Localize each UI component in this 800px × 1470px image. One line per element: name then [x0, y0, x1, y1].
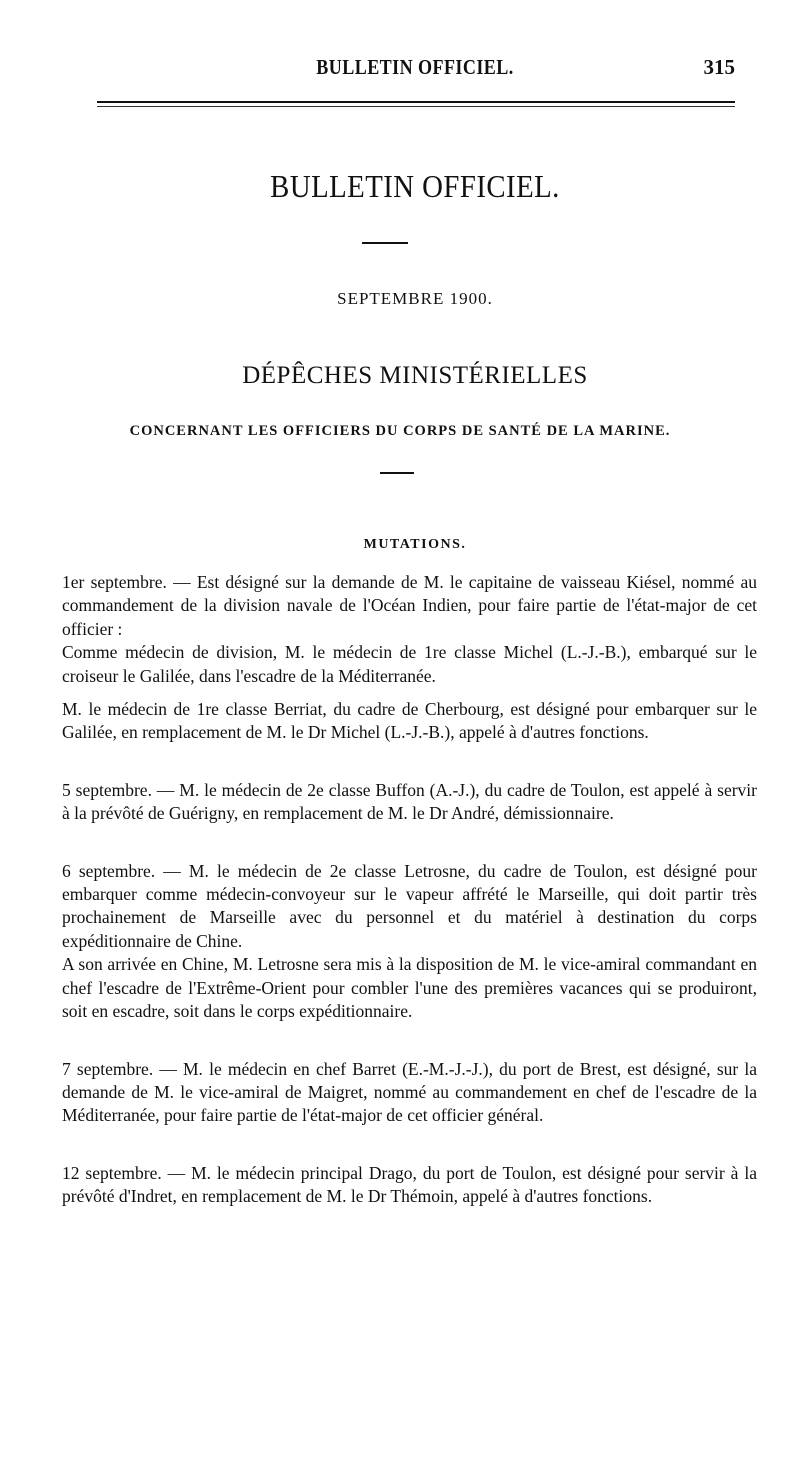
paragraph-8: 12 septembre. — M. le médecin principal Drago, du port de Toulon, est désigné pour servir à la prévôté d'Indret, en remplacement de M. le Dr Thémoin, appelé à d'autres fonctions.	[62, 1162, 757, 1207]
paragraph-6: A son arrivée en Chine, M. Letrosne sera mis à la disposition de M. le vice-amiral commandant en chef l'escadre de l'Extrême-Orient pour combler l'une des premières vacances qui se produiront, soit en escadre, soit dans le corps expéditionnaire.	[62, 954, 757, 1022]
paragraph-2: Comme médecin de division, M. le médecin de 1re classe Michel (L.-J.-B.), embarqué sur le croiseur le Galilée, dans l'escadre de la Méditerranée.	[62, 642, 757, 686]
date-heading: SEPTEMBRE 1900.	[337, 289, 493, 308]
page-number: 315	[703, 55, 735, 79]
body-text	[62, 571, 757, 1209]
header-rule-thin	[97, 106, 735, 107]
paragraph-3: M. le médecin de 1re classe Berriat, du cadre de Cherbourg, est désigné pour embarquer sur le Galilée, en remplacement de M. le Dr Michel (L.-J.-B.), appelé à d'autres fonctions.	[62, 699, 757, 743]
title-divider	[362, 242, 408, 244]
paragraph-5: 6 septembre. — M. le médecin de 2e classe Letrosne, du cadre de Toulon, est désigné pour embarquer comme médecin-convoyeur sur le vapeur affrété le Marseille, qui doit partir très prochainement de Marseille avec du personnel et du matériel à destination du corps expéditionnaire de Chine.	[62, 860, 757, 951]
page-title: BULLETIN OFFICIEL.	[270, 168, 560, 204]
running-title: BULLETIN OFFICIEL.	[316, 55, 514, 79]
section-title: DÉPÊCHES MINISTÉRIELLES	[242, 362, 588, 389]
subsection-heading: MUTATIONS.	[363, 537, 467, 552]
paragraph-4: 5 septembre. — M. le médecin de 2e classe Buffon (A.-J.), du cadre de Toulon, est appelé à servir à la prévôté de Guérigny, en remplacement de M. le Dr André, démissionnaire.	[62, 779, 757, 824]
paragraph-1: 1er septembre. — Est désigné sur la demande de M. le capitaine de vaisseau Kiésel, nommé au commandement de la division navale de l'Océan Indien, pour faire partie de l'état-major de cet officier :	[62, 572, 757, 639]
running-header	[95, 55, 735, 83]
section-divider	[380, 472, 414, 474]
paragraph-7: 7 septembre. — M. le médecin en chef Barret (E.-M.-J.-J.), du port de Brest, est désigné, sur la demande de M. le vice-amiral de Maigret, nommé au commandement en chef de l'escadre de la Méditerranée, pour faire partie de l'état-major de cet officier général.	[62, 1058, 757, 1126]
section-subtitle: CONCERNANT LES OFFICIERS DU CORPS DE SANTÉ DE LA MARINE.	[129, 423, 671, 439]
header-rule	[97, 101, 735, 103]
